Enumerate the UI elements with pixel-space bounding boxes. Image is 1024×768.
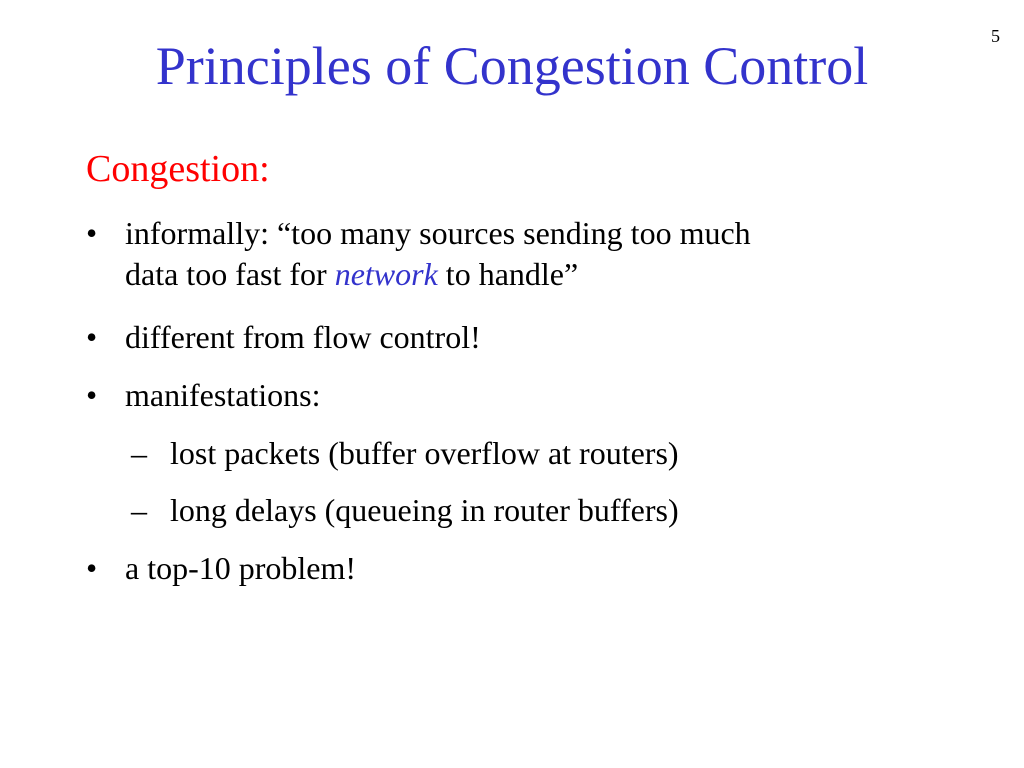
bullet-text-line-1: informally: “too many sources sending too much (125, 215, 751, 251)
bullet-text: different from flow control! (125, 319, 481, 355)
sub-item-marker: – (131, 435, 147, 471)
bullet-marker: • (86, 377, 98, 413)
sub-item-lost-packets (131, 433, 931, 474)
bullet-text-line-2 (125, 254, 578, 295)
emphasis-network: network (334, 256, 438, 292)
bullet-text: manifestations: (125, 377, 321, 413)
sub-item-text: lost packets (buffer overflow at routers) (170, 435, 679, 471)
bullet-item-manifestations (86, 375, 966, 416)
bullet-text-line-2-after: to handle” (437, 256, 579, 292)
page-number: 5 (991, 26, 1000, 46)
bullet-marker: • (86, 215, 98, 251)
slide-title: Principles of Congestion Control (155, 36, 869, 96)
sub-item-long-delays (131, 490, 931, 531)
section-heading: Congestion: (86, 148, 270, 190)
bullet-item-flow-control (86, 317, 966, 358)
bullet-marker: • (86, 319, 98, 355)
sub-item-marker: – (131, 492, 147, 528)
bullet-marker: • (86, 550, 98, 586)
bullet-item-top-10-problem (86, 548, 966, 589)
bullet-text-line-2-before: data too fast for (125, 256, 335, 292)
sub-item-text: long delays (queueing in router buffers) (170, 492, 679, 528)
bullet-item-informally (86, 213, 966, 295)
bullet-text: a top-10 problem! (125, 550, 357, 586)
